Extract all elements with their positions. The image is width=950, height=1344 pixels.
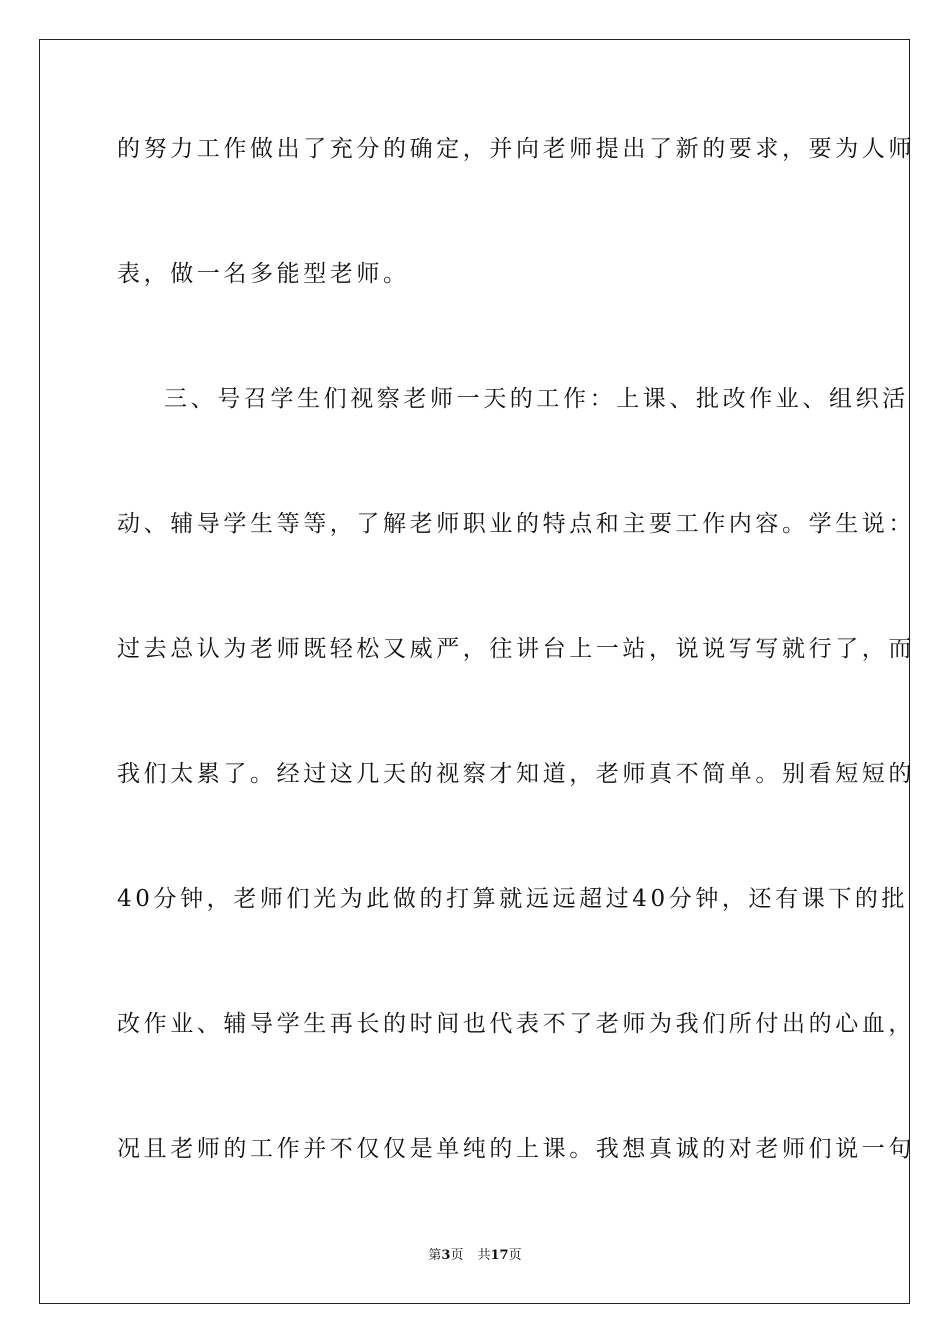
page-footer	[0, 1247, 950, 1265]
body-line-6: 我们太累了。经过这几天的视察才知道，老师真不简单。别看短短的	[117, 761, 915, 787]
page-suffix: 页	[450, 1248, 464, 1263]
body-line-7: 40分钟，老师们光为此做的打算就远远超过40分钟，还有课下的批	[117, 886, 909, 912]
total-prefix: 共	[477, 1248, 491, 1263]
page-number: 3	[441, 1248, 451, 1263]
total-suffix: 页	[508, 1248, 522, 1263]
body-line-5: 过去总认为老师既轻松又威严，往讲台上一站，说说写写就行了，而	[117, 636, 915, 662]
body-line-1: 的努力工作做出了充分的确定，并向老师提出了新的要求，要为人师	[117, 136, 915, 162]
body-line-2: 表，做一名多能型老师。	[117, 261, 410, 287]
total-pages: 17	[490, 1248, 509, 1263]
page-border	[39, 39, 915, 1304]
body-line-4: 动、辅导学生等等，了解老师职业的特点和主要工作内容。学生说：	[117, 511, 915, 537]
body-line-8: 改作业、辅导学生再长的时间也代表不了老师为我们所付出的心血，	[117, 1011, 915, 1037]
page-prefix: 第	[428, 1248, 442, 1263]
body-line-9: 况且老师的工作并不仅仅是单纯的上课。我想真诚的对老师们说一句	[117, 1136, 915, 1162]
body-line-3: 三、号召学生们视察老师一天的工作：上课、批改作业、组织活	[164, 386, 909, 412]
